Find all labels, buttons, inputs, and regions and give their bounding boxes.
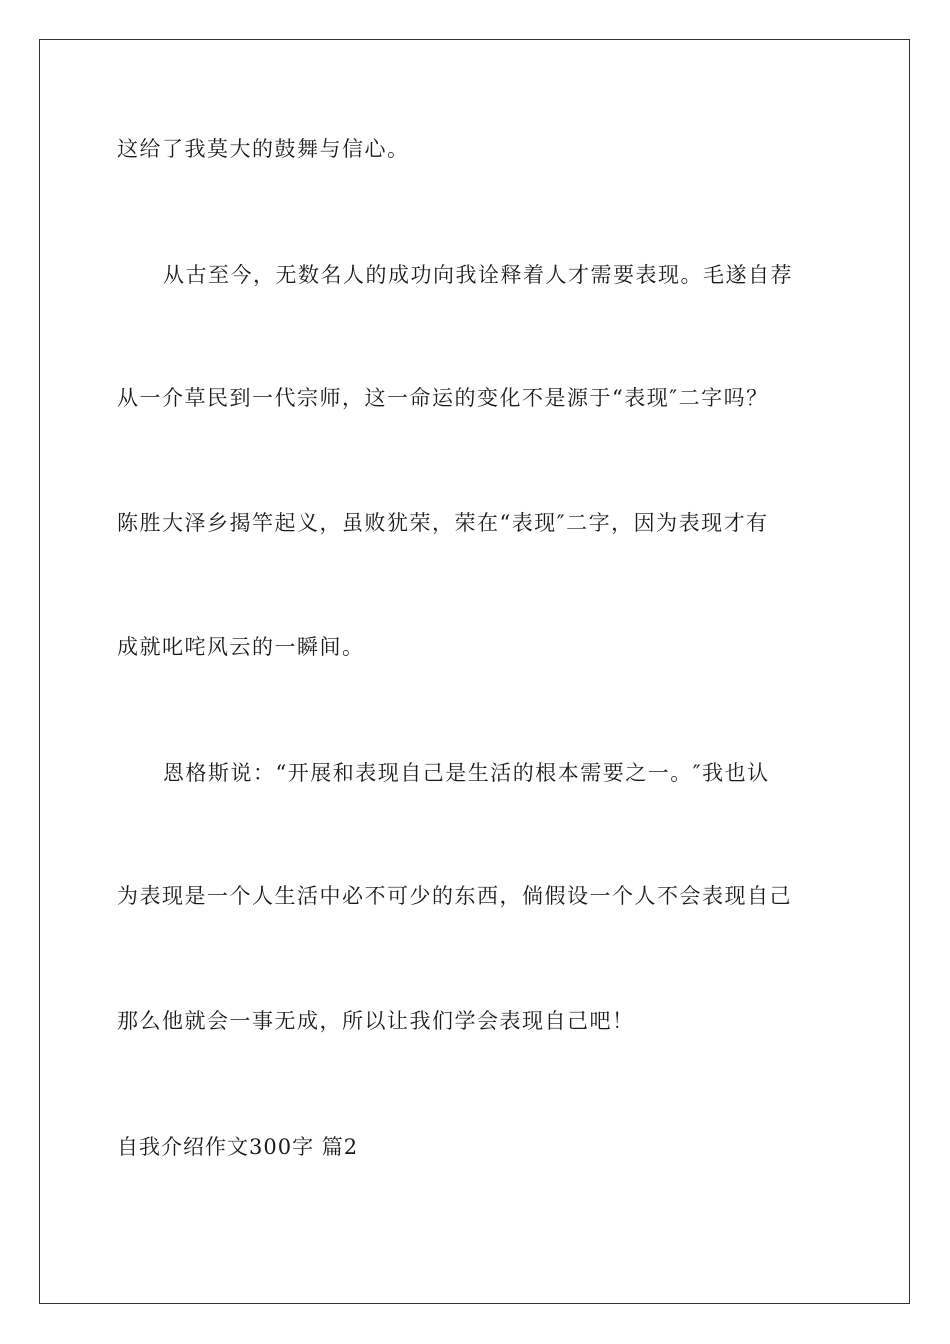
page-frame [39,39,910,1304]
paragraph-line-1: 这给了我莫大的鼓舞与信心。 [117,137,410,161]
section-heading: 自我介绍作文300字 篇2 [117,1135,359,1159]
paragraph-line-2: 从古至今，无数名人的成功向我诠释着人才需要表现。毛遂自荐 [163,263,793,287]
paragraph-line-8: 那么他就会一事无成，所以让我们学会表现自己吧！ [117,1009,635,1033]
paragraph-line-3: 从一介草民到一代宗师，这一命运的变化不是源于“表现″二字吗？ [117,386,769,410]
paragraph-line-7: 为表现是一个人生活中必不可少的东西，倘假设一个人不会表现自己 [117,884,792,908]
paragraph-line-4: 陈胜大泽乡揭竿起义，虽败犹荣，荣在“表现″二字，因为表现才有 [117,511,769,535]
paragraph-line-5: 成就叱咤风云的一瞬间。 [117,635,365,659]
paragraph-line-6: 恩格斯说：“开展和表现自己是生活的根本需要之一。″我也认 [163,761,770,785]
